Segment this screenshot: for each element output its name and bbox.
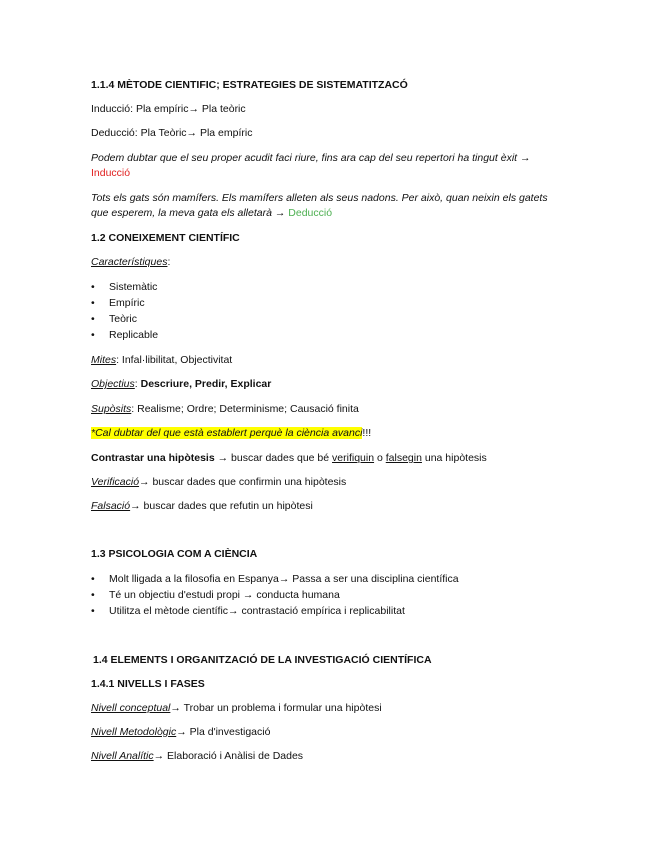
list-item: • Replicable: [109, 328, 158, 342]
suposits-label: Supòsits: [91, 403, 132, 415]
objectius-label: Objectius: [91, 378, 135, 390]
contrastar-line: Contrastar una hipòtesis → buscar dades que bé verifiquin o falsegin una hipòtesis: [91, 452, 487, 464]
suposits-value: : Realisme; Ordre; Determinisme; Causació finita: [131, 403, 359, 415]
falsacio-label: Falsació: [91, 500, 131, 512]
example-1-label: Inducció: [91, 167, 131, 179]
heading-1-1-4: 1.1.4 MÈTODE CIENTIFIC; ESTRATEGIES DE SISTEMATITZACÓ: [91, 79, 408, 91]
example-2-text-b: que esperem, la meva gata els alletarà →: [91, 207, 286, 219]
list-item: • Teòric: [109, 312, 137, 326]
caracteristiques-line: Característiques:: [91, 256, 171, 268]
highlighted-note: [91, 426, 371, 440]
nivell-conceptual-line: Nivell conceptual→ Trobar un problema i formular una hipòtesi: [91, 702, 382, 714]
verificacio-label: Verificació: [91, 476, 140, 488]
example-2-text-a: Tots els gats són mamífers. Els mamífers alleten als seus nadons. Per això, quan neixin els gatets: [91, 192, 548, 204]
mites-label: Mites: [91, 354, 117, 366]
example-1-text: Podem dubtar que el seu proper acudit faci riure, fins ara cap del seu repertori ha tingut èxit →: [91, 152, 531, 164]
objectius-value: Descriure, Predir, Explicar: [140, 378, 272, 390]
list-item: • Té un objectiu d'estudi propi → conducta humana: [109, 588, 340, 602]
note-text: *Cal dubtar del que està establert perquè la ciència avanci: [91, 427, 363, 439]
nivell-metodologic-line: Nivell Metodològic→ Pla d'investigació: [91, 726, 271, 738]
induccio-line: Inducció: Pla empíric→ Pla teòric: [91, 103, 246, 115]
deduccio-line: Deducció: Pla Teòric→ Pla empíric: [91, 127, 253, 139]
heading-1-4-1: 1.4.1 NIVELLS I FASES: [91, 678, 205, 690]
list-item: • Empíric: [109, 296, 145, 310]
list-item: • Utilitza el mètode científic→ contrastació empírica i replicabilitat: [109, 604, 405, 618]
heading-1-3: 1.3 PSICOLOGIA COM A CIÈNCIA: [91, 548, 258, 560]
mites-line: [91, 353, 232, 367]
heading-1-2: 1.2 CONEIXEMENT CIENTÍFIC: [91, 232, 240, 244]
mites-value: : Infal·libilitat, Objectivitat: [116, 354, 233, 366]
verificacio-line: Verificació→ buscar dades que confirmin una hipòtesis: [91, 476, 347, 488]
example-2-line-b: [91, 206, 332, 220]
list-item: • Molt lligada a la filosofia en Espanya→ Passa a ser una disciplina científica: [109, 572, 459, 586]
heading-1-4: 1.4 ELEMENTS I ORGANITZACIÓ DE LA INVESTIGACIÓ CIENTÍFICA: [93, 654, 432, 666]
list-item: • Sistemàtic: [109, 280, 157, 294]
falsacio-line: Falsació→ buscar dades que refutin un hipòtesi: [91, 500, 313, 512]
caracteristiques-label: Característiques: [91, 256, 168, 268]
suposits-line: [91, 402, 359, 416]
example-2-label: Deducció: [288, 207, 333, 219]
nivell-analitic-line: Nivell Analític→ Elaboració i Anàlisi de Dades: [91, 750, 304, 762]
objectius-line: Objectius: Descriure, Predir, Explicar: [91, 378, 272, 390]
note-tail: !!!: [362, 427, 372, 439]
